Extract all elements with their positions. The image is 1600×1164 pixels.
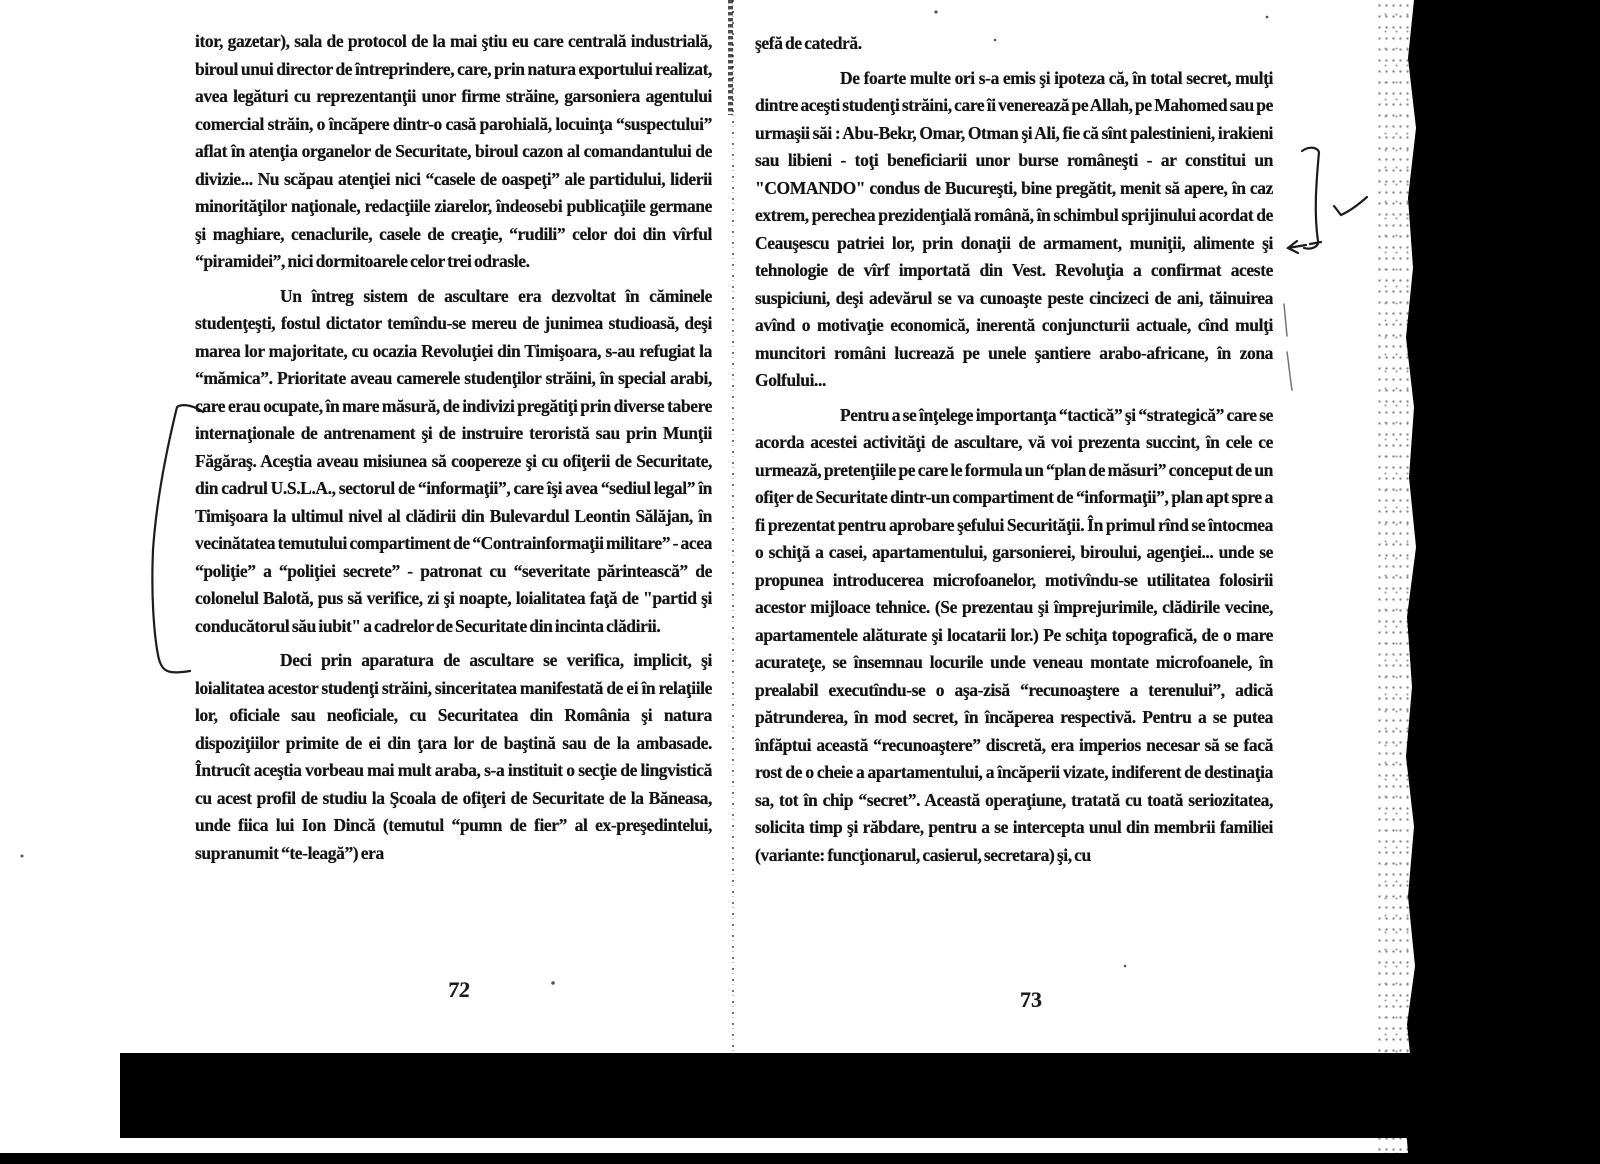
page-left-text [195, 28, 712, 973]
scan-black-border-right [1404, 0, 1600, 1164]
paragraph: Deci prin aparatura de ascultare se verifica, implicit, şi loialitatea acestor studenţi străini, sinceritatea manifestată de ei în relaţiile lor, oficiale sau neoficiale, cu Securitatea din România şi natura dispoziţiilor primite de ei din ţara lor de baştină sau de la ambasade. Întrucît aceştia vorbeau mai mult araba, s-a instituit o secţie de lingvistică cu acest profil de studiu la Şcoala de ofiţeri de Securitate de la Băneasa, unde fiica lui Ion Dincă (temutul “pumn de fier” al ex-preşedintelui, supranumit “te-leagă”) era [195, 650, 712, 863]
check-arrow-icon [1334, 197, 1367, 215]
pen-stroke [1284, 304, 1287, 336]
page-number-right: 73 [1020, 987, 1042, 1012]
paragraph: De foarte multe ori s-a emis şi ipoteza că, în total secret, mulţi dintre aceşti studenţi străini, care îi venerează pe Allah, pe Mahomed sau pe urmaşii săi : Abu-Bekr, Omar, Otman şi Ali, fie că sînt palestinieni, irakieni sau libieni - toţi beneficiarii unor burse româneşti - ar constitui un "COMANDO" condus de Bucureşti, bine pregătit, menit să apere, în caz extrem, perechea prezidenţială română, în schimbul sprijinului acordat de Ceauşescu patriei lor, prin donaţii de armament, muniţii, alimente şi tehnologie de vîrf importată din Vest. Revoluţia a confirmat aceste suspiciuni, deşi adevărul se va cunoaşte peste cincizeci de ani, tăinuirea avînd o motivaţie economică, inerentă conjuncturii actuale, cînd mulţi muncitori români lucrează pe unele şantiere arabo-africane, în zona Golfului... [755, 67, 1273, 390]
paragraph: Pentru a se înţelege importanţa “tactică” şi “strategică” care se acorda acestei activităţi de ascultare, vă voi prezenta succint, în cele ce urmează, pretenţiile pe care le formula un “plan de măsuri” conceput de un ofiţer de Securitate dintr-un compartiment de “informaţii”, plan apt spre a fi prezentat pentru aprobare şefului Securităţii. În primul rînd se întocmea o schiţă a casei, apartamentului, garsonierei, biroului, agenţiei... unde se propunea introducerea microfoanelor, motivîndu-se utilitatea folosirii acestor mijloace tehnice. (Se prezentau şi împrejurimile, clădirile vecine, apartamentele alăturate şi locatarii lor.) Pe schiţa topografică, de o mare acurateţe, se însemnau locurile unde veneau montate microfoanele, în prealabil executîndu-se o aşa-zisă “recunoaştere a terenului”, adică pătrunderea, în mod secret, în încăperea respectivă. Pentru a se putea înfăptui această “recunoaştere” discretă, era imperios necesar să se facă rost de o cheie a apartamentului, a încăperii vizate, indiferent de destinaţia sa, tot în chip “secret”. Această operaţiune, tratată cu toată seriozitatea, solicita timp şi răbdare, pentru a se intercepta unul din membrii familiei (variante: funcţionarul, casierul, secretara) şi, cu [755, 404, 1273, 865]
scan-black-border-bottom [120, 1053, 1600, 1138]
ink-speck [551, 981, 555, 985]
left-arrow-icon [1288, 241, 1321, 253]
right-margin-bracket [1302, 148, 1319, 249]
book-gutter-noise [728, 0, 733, 115]
ink-speck [934, 10, 937, 13]
scan-black-bar-bottom [0, 1153, 1600, 1164]
paragraph: Un întreg sistem de ascultare era dezvoltat în căminele studenţeşti, fostul dictator temîndu-se mereu de junimea studioasă, deşi marea lor majoritate, cu ocazia Revoluţiei din Timişoara, s-au refugiat la “mămica”. Prioritate aveau camerele studenţilor străini, în special arabi, care erau ocupate, în mare măsură, de indivizi pregătiţi prin diverse tabere internaţionale de antrenament şi de instruire teroristă sau prin Munţii Făgăraş. Aceştia aveau misiunea să coopereze şi cu ofiţerii de Securitate, din cadrul U.S.L.A., sectorul de “informaţii”, care îşi avea “sediul legal” în Timişoara la ultimul nivel al clădirii din Bulevardul Leontin Sălăjan, în vecinătatea temutului compartiment de “Contrainformaţii militare” - acea “poliţie” a “poliţiei secrete” - patronat cu “severitate părintească” de colonelul Balotă, pus să verifice, zi şi noapte, loialitatea faţă de "partid şi conducătorul său iubit" a cadrelor de Securitate din incinta clădirii. [195, 285, 712, 636]
scan-edge-noise [1376, 0, 1410, 1164]
ink-speck [21, 855, 24, 858]
pen-stroke [1287, 352, 1292, 390]
page-right-text [755, 30, 1273, 980]
page-number-left: 72 [447, 977, 471, 1002]
paragraph: şefă de catedră. [755, 33, 862, 53]
ink-speck [1266, 16, 1269, 19]
paragraph: itor, gazetar), sala de protocol de la mai ştiu eu care centrală industrială, biroul unui director de întreprindere, care, prin natura exportului realizat, avea legături cu reprezentanţii unor firme străine, garsoniera agentului comercial străin, o încăpere dintr-o casă parohială, locuinţa “suspectului” aflat în atenţia organelor de Securitate, biroul cazon al comandantului de divizie... Nu scăpau atenţiei nici “casele de oaspeţi” ale partidului, liderii minorităţilor naţionale, redacţiile ziarelor, îndeosebi publicaţiile germane şi maghiare, cenaclurile, casele de creaţie, “rudili” celor doi din vîrful “piramidei”, nici dormitoarele celor trei odrasle. [195, 31, 712, 271]
book-gutter-line [732, 0, 734, 1053]
